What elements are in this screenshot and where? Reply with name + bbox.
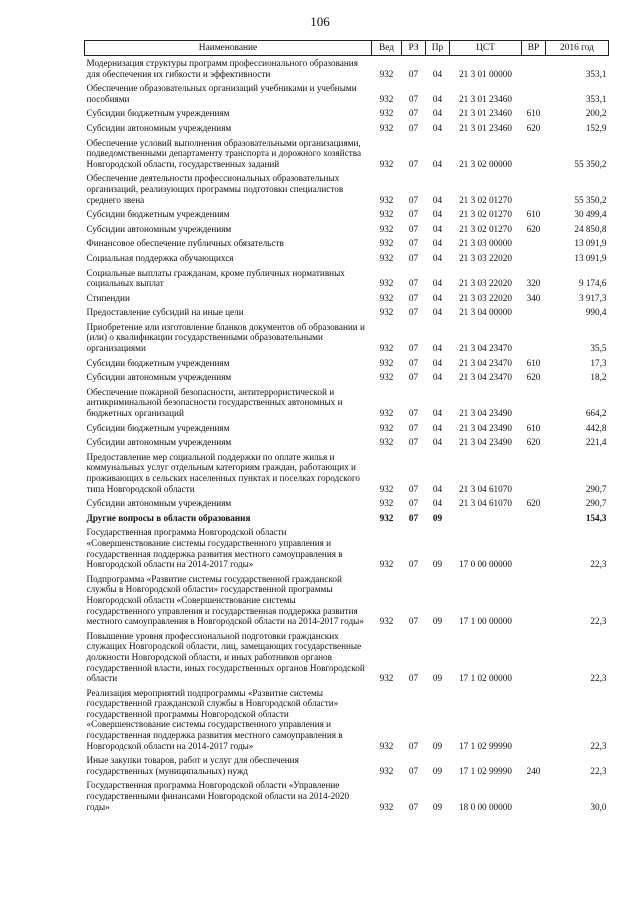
cell-name: Обеспечение условий выполнения образовательными организациями, подведомственными департаменту транспорта и дорожного хозяйства Новгородской области, государственных заданий: [86, 137, 362, 169]
cell-ved: 932: [379, 292, 394, 303]
cell-name: Иные закупки товаров, работ и услуг для обеспечения государственных (муниципальных) нужд: [86, 755, 299, 776]
cell-sum: 9 174,6: [578, 278, 607, 289]
cell-ved: 932: [379, 238, 394, 249]
cell-cst: 17 1 02 00000: [459, 673, 512, 684]
header-name: Наименование: [85, 41, 372, 56]
cell-rz: 07: [408, 194, 419, 205]
table-row: [85, 686, 609, 754]
cell-sum: 22,3: [590, 616, 607, 627]
cell-pr: 09: [432, 559, 443, 570]
cell-pr: 04: [432, 437, 443, 448]
cell-pr: 04: [432, 108, 443, 119]
cell-cst: 21 3 02 01270: [459, 223, 512, 234]
cell-sum: 664,2: [585, 408, 607, 419]
cell-vr: [522, 686, 546, 754]
table-row: [85, 496, 609, 511]
cell-pr: 09: [432, 801, 443, 812]
cell-pr: 09: [432, 765, 443, 776]
table-row: [85, 525, 609, 571]
cell-cst: 21 3 04 00000: [459, 307, 512, 318]
page-number: 106: [310, 14, 330, 29]
cell-rz: 07: [408, 307, 419, 318]
cell-vr: [522, 305, 546, 320]
cell-sum: 17,3: [590, 357, 607, 368]
cell-sum: 442,8: [585, 422, 607, 433]
cell-vr: [522, 251, 546, 266]
cell-vr: [522, 572, 546, 629]
cell-pr: 04: [432, 223, 443, 234]
cell-ved: 932: [379, 673, 394, 684]
cell-cst: 21 3 04 61070: [459, 483, 512, 494]
cell-rz: 07: [408, 223, 419, 234]
cell-vr: 620: [526, 223, 541, 234]
cell-sum: 990,4: [585, 307, 607, 318]
cell-pr: 04: [432, 343, 443, 354]
table-row: [85, 81, 609, 106]
cell-cst: 21 3 01 23460: [459, 108, 512, 119]
cell-sum: 30 499,4: [574, 209, 607, 220]
cell-rz: 07: [408, 559, 419, 570]
header-pr: Пр: [426, 41, 450, 56]
cell-pr: 04: [432, 307, 443, 318]
cell-vr: [522, 778, 546, 814]
cell-rz: 07: [408, 238, 419, 249]
cell-name: Обеспечение деятельности профессиональных образовательных организаций, реализующих программы подготовки специалистов среднего звена: [86, 173, 344, 205]
cell-pr: 09: [432, 512, 443, 523]
cell-vr: [522, 81, 546, 106]
cell-pr: 04: [432, 357, 443, 368]
cell-cst: 21 3 04 23490: [459, 408, 512, 419]
cell-vr: [522, 236, 546, 251]
table-row: [85, 450, 609, 496]
cell-name: Субсидии автономным учреждениям: [86, 372, 232, 383]
table-row: [85, 236, 609, 251]
cell-sum: 22,3: [590, 559, 607, 570]
cell-pr: 04: [432, 194, 443, 205]
table-body: [85, 56, 609, 815]
cell-vr: 610: [526, 108, 541, 119]
header-ved: Вед: [372, 41, 402, 56]
cell-vr: 620: [526, 372, 541, 383]
cell-sum: 22,3: [590, 740, 607, 751]
cell-vr: [522, 525, 546, 571]
cell-rz: 07: [408, 498, 419, 509]
header-rz: РЗ: [402, 41, 426, 56]
cell-sum: 3 917,3: [578, 292, 607, 303]
cell-cst: 18 0 00 00000: [459, 801, 512, 812]
cell-rz: 07: [408, 372, 419, 383]
cell-rz: 07: [408, 437, 419, 448]
cell-ved: 932: [379, 372, 394, 383]
header-row: [85, 41, 609, 56]
cell-name: Государственная программа Новгородской области «Управление государственными финансами Новгородской области на 2014-2020 годы»: [86, 780, 350, 812]
cell-sum: 55 350,2: [574, 158, 607, 169]
cell-rz: 07: [408, 68, 419, 79]
cell-rz: 07: [408, 278, 419, 289]
cell-cst: 21 3 01 23460: [459, 122, 512, 133]
cell-pr: 04: [432, 238, 443, 249]
table-row: [85, 171, 609, 207]
cell-cst: 21 3 01 23460: [459, 93, 512, 104]
cell-name: Приобретение или изготовление бланков документов об образовании и (или) о квалификации государственными образовательными организациями: [86, 321, 365, 354]
cell-cst: 21 3 02 01270: [459, 209, 512, 220]
table-row: [85, 251, 609, 266]
table-row: [85, 266, 609, 291]
cell-pr: 04: [432, 93, 443, 104]
cell-cst: 21 3 03 22020: [459, 252, 512, 263]
cell-rz: 07: [408, 483, 419, 494]
cell-cst: 21 3 04 23470: [459, 357, 512, 368]
cell-ved: 932: [379, 801, 394, 812]
table-row: [85, 320, 609, 356]
cell-vr: [522, 56, 546, 82]
cell-cst: 21 3 02 01270: [459, 194, 512, 205]
table-row: [85, 121, 609, 136]
cell-ved: 932: [379, 343, 394, 354]
cell-name: Предоставление субсидий на иные цели: [86, 307, 244, 318]
cell-name: Государственная программа Новгородской области «Совершенствование системы государственного управления и государственная поддержка развития местного самоуправления в Новгородской области на 2014-2017 годы»: [86, 527, 343, 570]
cell-pr: 04: [432, 278, 443, 289]
cell-name: Субсидии автономным учреждениям: [86, 223, 232, 234]
cell-ved: 932: [379, 194, 394, 205]
cell-sum: 22,3: [590, 673, 607, 684]
cell-pr: 04: [432, 408, 443, 419]
table-header: [85, 41, 609, 56]
cell-vr: 340: [526, 292, 541, 303]
cell-pr: 04: [432, 252, 443, 263]
cell-sum: 13 091,9: [574, 238, 607, 249]
cell-rz: 07: [408, 209, 419, 220]
cell-pr: 04: [432, 498, 443, 509]
table-row: [85, 385, 609, 421]
table-row: [85, 291, 609, 306]
cell-vr: 320: [526, 278, 541, 289]
cell-name: Другие вопросы в области образования: [86, 512, 251, 523]
cell-vr: [522, 511, 546, 526]
table-row: [85, 778, 609, 814]
cell-vr: 240: [526, 765, 541, 776]
cell-name: Повышение уровня профессиональной подготовки гражданских служащих Новгородской области, лиц, замещающих государственные должности Новгородской области, и иных работников органов государственной власти, иных государственных органов Новгородской области: [86, 630, 365, 684]
cell-pr: 04: [432, 209, 443, 220]
header-cst: ЦСТ: [450, 41, 522, 56]
cell-name: Обеспечение пожарной безопасности, антитеррористической и антикриминальной безопасности государственных автономных и бюджетных организаций: [86, 386, 343, 419]
cell-ved: 932: [379, 765, 394, 776]
table-row: [85, 207, 609, 222]
cell-ved: 932: [379, 559, 394, 570]
cell-cst: 21 3 04 23470: [459, 372, 512, 383]
cell-sum: 152,9: [585, 122, 607, 133]
cell-rz: 07: [408, 408, 419, 419]
cell-vr: [522, 320, 546, 356]
table-row: [85, 370, 609, 385]
cell-sum: 353,1: [585, 93, 607, 104]
cell-name: Подпрограмма «Развитие системы государственной гражданской службы в Новгородской области» государственной программы Новгородской области «Совершенствование системы государственного управления и государственная поддержка развития местного самоуправления в Новгородской области на 2014-2017 годы»: [86, 573, 364, 627]
table-row: [85, 572, 609, 629]
cell-rz: 07: [408, 343, 419, 354]
cell-name: Реализация мероприятий подпрограммы «Развитие системы государственной гражданской службы в Новгородской области» государственной программы Новгородской области «Совершенствование системы государственного управления и государственная поддержка развития местного самоуправления в Новгородской области на 2014-2017 годы»: [86, 687, 343, 751]
cell-rz: 07: [408, 740, 419, 751]
cell-name: Субсидии автономным учреждениям: [86, 498, 232, 509]
cell-rz: 07: [408, 122, 419, 133]
cell-sum: 353,1: [585, 68, 607, 79]
cell-vr: 620: [526, 498, 541, 509]
cell-sum: 24 850,8: [574, 223, 607, 234]
cell-pr: 04: [432, 372, 443, 383]
cell-sum: 290,7: [585, 498, 607, 509]
cell-cst: 21 3 01 00000: [459, 68, 512, 79]
cell-ved: 932: [379, 209, 394, 220]
cell-name: Обеспечение образовательных организаций учебниками и учебными пособиями: [86, 83, 357, 104]
cell-name: Субсидии бюджетным учреждениям: [86, 422, 230, 433]
cell-name: Стипендии: [86, 292, 130, 303]
table-row: [85, 222, 609, 237]
cell-cst: 21 3 03 00000: [459, 238, 512, 249]
table-row: [85, 305, 609, 320]
header-year: 2016 год: [546, 41, 609, 56]
cell-vr: 610: [526, 357, 541, 368]
cell-pr: 09: [432, 616, 443, 627]
cell-ved: 932: [379, 108, 394, 119]
cell-name: Субсидии автономным учреждениям: [86, 122, 232, 133]
cell-cst: 17 0 00 00000: [459, 559, 512, 570]
cell-sum: 290,7: [585, 483, 607, 494]
header-vr: ВР: [522, 41, 546, 56]
cell-ved: 932: [379, 408, 394, 419]
cell-cst: 21 3 04 23470: [459, 343, 512, 354]
cell-name: Субсидии бюджетным учреждениям: [86, 209, 230, 220]
cell-name: Субсидии бюджетным учреждениям: [86, 108, 230, 119]
table-row: [85, 435, 609, 450]
cell-vr: [522, 450, 546, 496]
cell-sum: 200,2: [585, 108, 607, 119]
table-row: [85, 511, 609, 526]
cell-pr: 04: [432, 158, 443, 169]
cell-ved: 932: [379, 158, 394, 169]
cell-rz: 07: [408, 252, 419, 263]
cell-cst: 21 3 03 22020: [459, 292, 512, 303]
cell-pr: 04: [432, 483, 443, 494]
cell-sum: 55 350,2: [574, 194, 607, 205]
table-row: [85, 106, 609, 121]
cell-rz: 07: [408, 108, 419, 119]
table-row: [85, 56, 609, 82]
cell-cst: 17 1 02 99990: [459, 740, 512, 751]
cell-vr: [522, 136, 546, 172]
cell-sum: 18,2: [590, 372, 607, 383]
cell-ved: 932: [379, 483, 394, 494]
cell-sum: 221,4: [585, 437, 607, 448]
cell-ved: 932: [379, 93, 394, 104]
cell-name: Субсидии бюджетным учреждениям: [86, 357, 230, 368]
cell-cst: 21 3 04 23490: [459, 422, 512, 433]
cell-sum: 13 091,9: [574, 252, 607, 263]
cell-ved: 932: [379, 278, 394, 289]
table-row: [85, 629, 609, 686]
cell-ved: 932: [379, 422, 394, 433]
cell-name: Модернизация структуры программ профессионального образования для обеспечения их гибкости и эффективности: [86, 58, 358, 79]
cell-pr: 09: [432, 740, 443, 751]
cell-rz: 07: [408, 357, 419, 368]
cell-rz: 07: [408, 512, 419, 523]
cell-ved: 932: [379, 252, 394, 263]
cell-cst: 21 3 04 61070: [459, 498, 512, 509]
cell-ved: 932: [379, 616, 394, 627]
cell-sum: 154,3: [585, 512, 607, 523]
cell-sum: 22,3: [590, 765, 607, 776]
cell-ved: 932: [379, 498, 394, 509]
cell-ved: 932: [379, 68, 394, 79]
table-row: [85, 421, 609, 436]
cell-name: Предоставление мер социальной поддержки по оплате жилья и коммунальных услуг отдельным категориям граждан, работающих и проживающих в сельских населенных пунктах и поселках городского типа Новгородской области: [86, 451, 361, 494]
cell-vr: [522, 171, 546, 207]
table-row: [85, 136, 609, 172]
cell-cst: 17 1 02 99990: [459, 765, 512, 776]
cell-cst: 21 3 03 22020: [459, 278, 512, 289]
cell-vr: 610: [526, 209, 541, 220]
cell-cst: 21 3 04 23490: [459, 437, 512, 448]
cell-name: Социальная поддержка обучающихся: [86, 252, 234, 263]
cell-ved: 932: [379, 223, 394, 234]
cell-pr: 09: [432, 673, 443, 684]
cell-sum: 30,0: [590, 801, 607, 812]
table-row: [85, 356, 609, 371]
cell-vr: [522, 385, 546, 421]
cell-ved: 932: [379, 122, 394, 133]
cell-vr: 620: [526, 437, 541, 448]
table-row: [85, 753, 609, 778]
cell-pr: 04: [432, 68, 443, 79]
cell-rz: 07: [408, 673, 419, 684]
cell-sum: 35,5: [590, 343, 607, 354]
cell-ved: 932: [379, 437, 394, 448]
cell-ved: 932: [379, 307, 394, 318]
cell-rz: 07: [408, 158, 419, 169]
cell-rz: 07: [408, 616, 419, 627]
cell-pr: 04: [432, 292, 443, 303]
cell-rz: 07: [408, 93, 419, 104]
cell-cst: 21 3 02 00000: [459, 158, 512, 169]
cell-vr: 620: [526, 122, 541, 133]
cell-name: Финансовое обеспечение публичных обязательств: [86, 238, 284, 249]
cell-name: Субсидии автономным учреждениям: [86, 437, 232, 448]
cell-rz: 07: [408, 292, 419, 303]
cell-cst: [450, 511, 522, 526]
cell-ved: 932: [379, 357, 394, 368]
cell-cst: 17 1 00 00000: [459, 616, 512, 627]
cell-name: Социальные выплаты гражданам, кроме публичных нормативных социальных выплат: [86, 267, 345, 289]
cell-rz: 07: [408, 801, 419, 812]
cell-rz: 07: [408, 422, 419, 433]
cell-vr: 610: [526, 422, 541, 433]
cell-ved: 932: [379, 512, 394, 523]
cell-pr: 04: [432, 422, 443, 433]
cell-vr: [522, 629, 546, 686]
budget-table: [84, 40, 609, 814]
cell-pr: 04: [432, 122, 443, 133]
cell-ved: 932: [379, 740, 394, 751]
cell-rz: 07: [408, 765, 419, 776]
